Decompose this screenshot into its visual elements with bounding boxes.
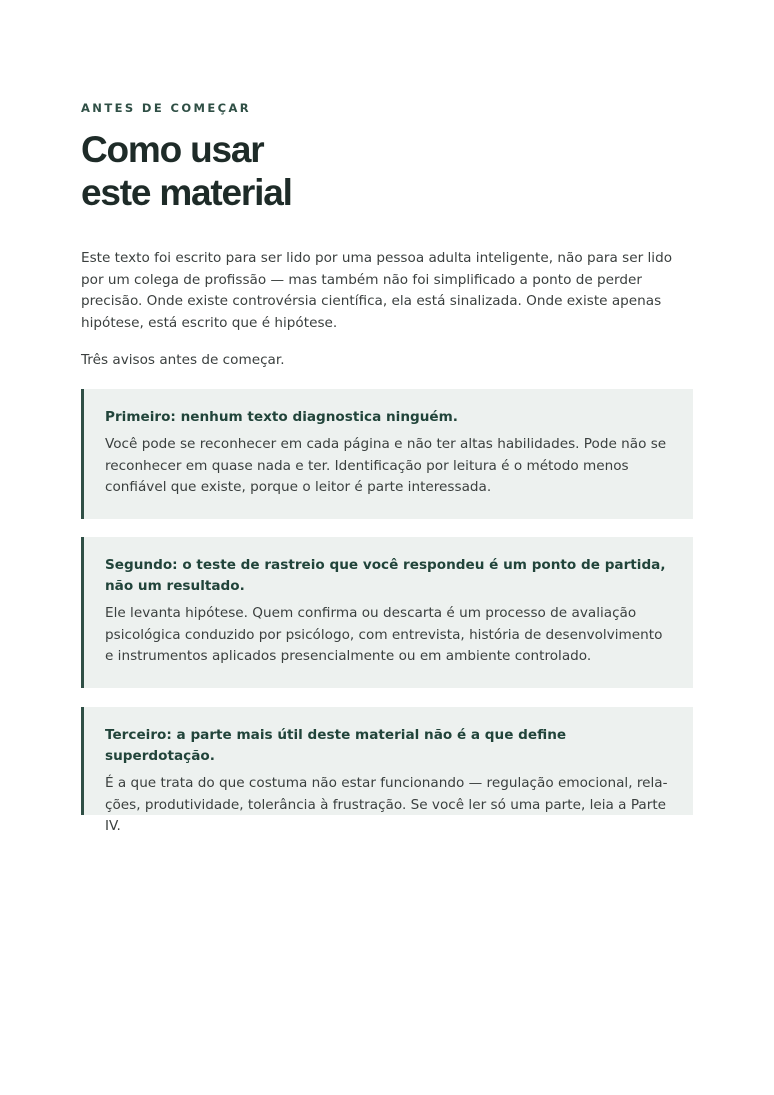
notice-body: Você pode se reconhecer em cada página e não ter altas habilidades. Pode não se reconhecer em quase nada e ter. Identificação por leitura é o método menos confiável que existe, porque o leitor é parte interessada. (105, 436, 667, 495)
page-title-line-2: este material (81, 172, 292, 213)
notice-heading: Terceiro: a parte mais útil deste material não é a que define superdotação. (105, 727, 567, 764)
notice-callout-third (81, 707, 693, 834)
notice-heading: Segundo: o teste de rastreio que você respondeu é um ponto de partida, não um resultado. (105, 557, 666, 594)
notice-callout-second (81, 537, 693, 688)
notice-body: É a que trata do que costuma não estar funcionando — regulação emocional, relações, produtividade, tolerância à frustração. Se você ler só uma parte, leia a Parte IV. (105, 775, 668, 834)
page-title-line-1: Como usar (81, 129, 264, 170)
notice-heading: Primeiro: nenhum texto diagnostica ninguém. (105, 409, 458, 425)
notices-lead: Três avisos antes de começar. (81, 352, 285, 368)
section-eyebrow: ANTES DE COMEÇAR (81, 101, 252, 115)
page-title (81, 128, 292, 214)
intro-paragraph: Este texto foi escrito para ser lido por uma pessoa adulta inteligente, não para ser lido por um colega de profissão — mas também não foi simplificado a ponto de perder precisão. Onde existe controvérsia científica, ela está sinalizada. Onde existe apenas hipótese, está escrito que é hipótese. (81, 250, 673, 331)
notice-body: Ele levanta hipótese. Quem confirma ou descarta é um processo de avaliação psicológica conduzido por psicólogo, com entrevista, história de desenvolvimento e instrumentos aplicados presencialmente ou em ambiente controlado. (105, 605, 663, 664)
notice-callout-first (81, 389, 693, 519)
